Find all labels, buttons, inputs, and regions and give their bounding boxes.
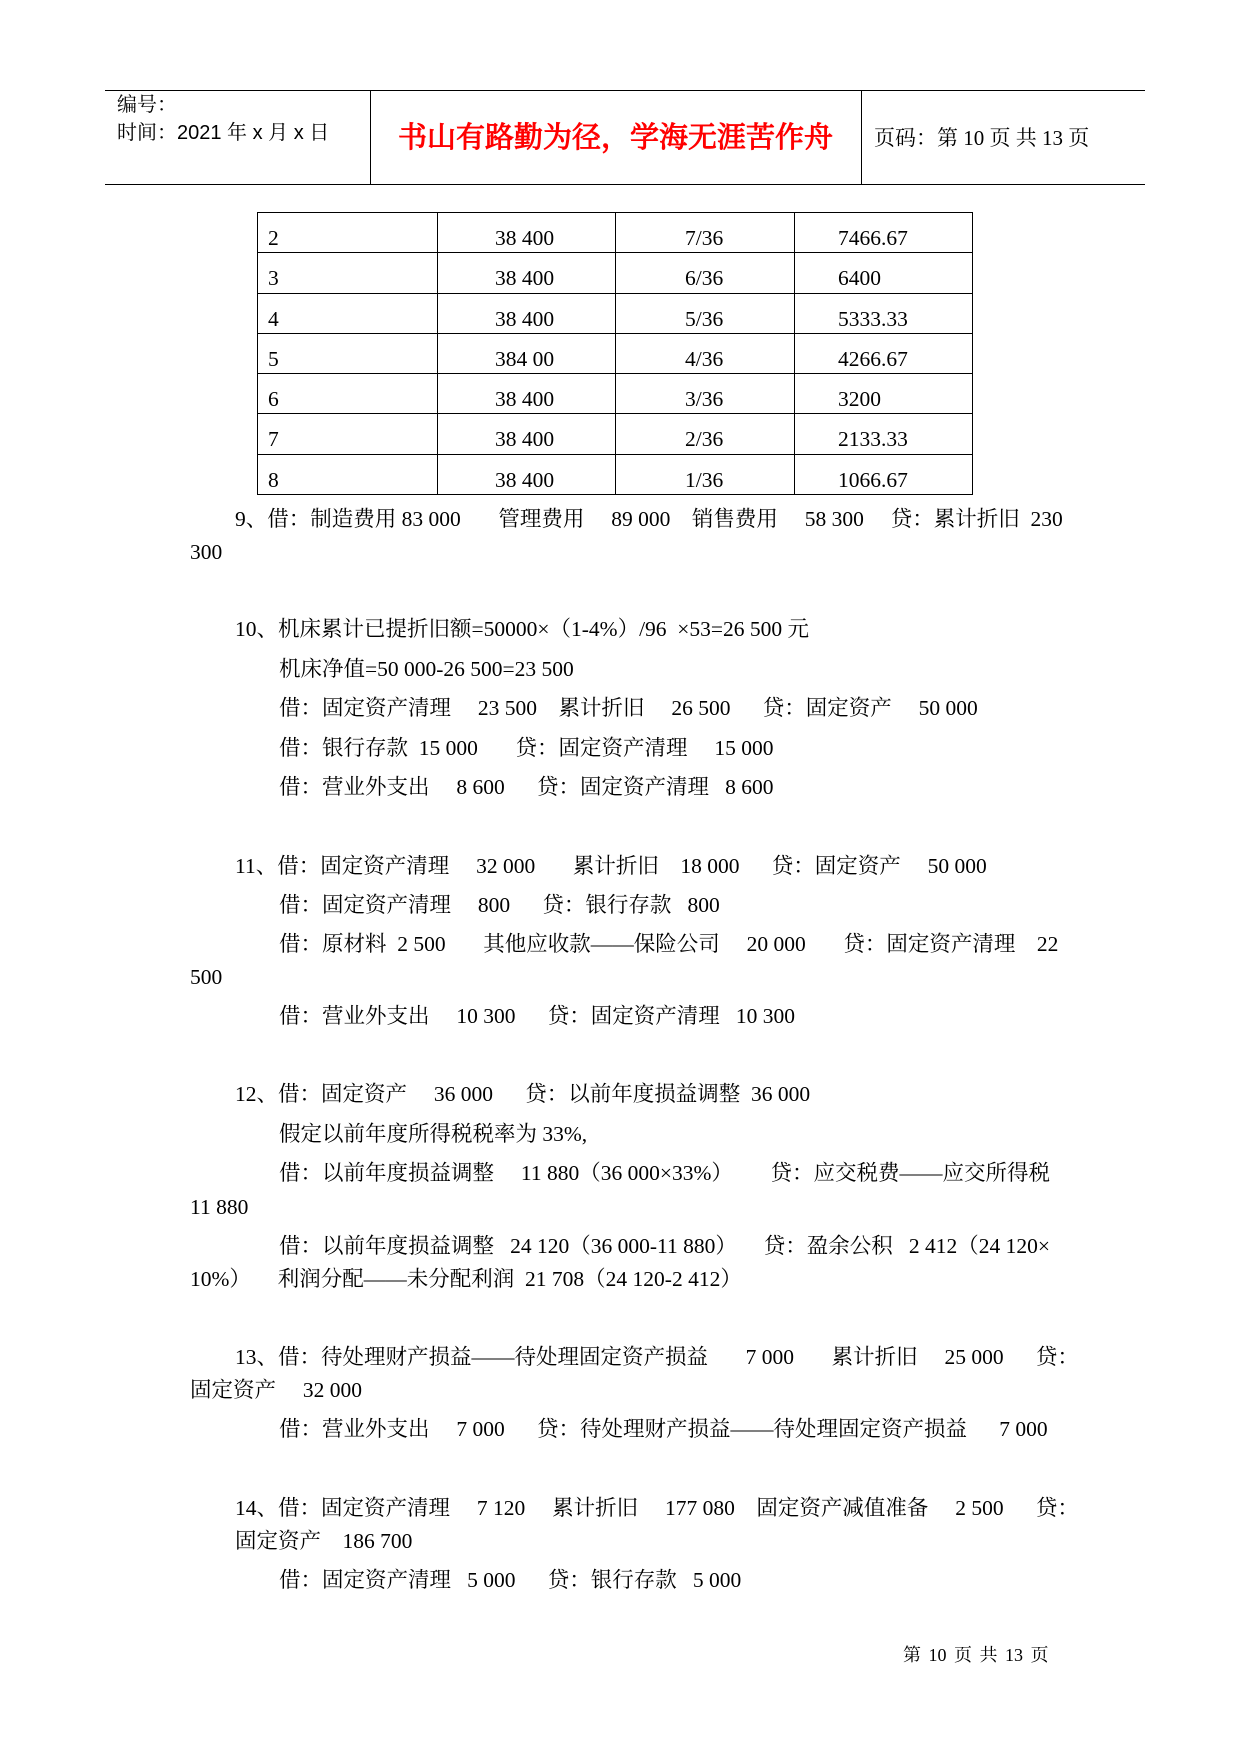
depreciation-table [257,212,973,495]
rate-cell: 1/36 [616,455,795,495]
base-amount-cell: 38 400 [438,455,616,495]
entry-line: 借：营业外支出 10 300 贷：固定资产清理 10 300 [279,1004,796,1028]
entry-line: 500 [190,965,223,989]
table-row [258,455,973,495]
table-row [258,294,973,334]
base-amount-cell: 38 400 [438,374,616,414]
entry-line: 借：固定资产清理 23 500 累计折旧 26 500 贷：固定资产 50 000 [279,696,978,720]
rate-cell: 2/36 [616,414,795,454]
entry-line: 14、借：固定资产清理 7 120 累计折旧 177 080 固定资产减值准备 2 500 贷： [235,1496,1079,1520]
year-cell: 4 [258,294,438,334]
entry-line: 12、借：固定资产 36 000 贷：以前年度损益调整 36 000 [235,1082,811,1106]
entry-line: 借：固定资产清理 800 贷：银行存款 800 [279,893,720,917]
header-rule-bottom [105,184,1145,185]
depreciation-cell: 5333.33 [795,294,973,334]
table-row [258,374,973,414]
table-row [258,334,973,374]
base-amount-cell: 384 00 [438,334,616,374]
rate-cell: 5/36 [616,294,795,334]
depreciation-cell: 6400 [795,253,973,293]
entry-line: 300 [190,540,223,564]
entry-line: 借：固定资产清理 5 000 贷：银行存款 5 000 [279,1568,742,1592]
entry-line: 借：营业外支出 7 000 贷：待处理财产损益——待处理固定资产损益 7 000 [279,1417,1048,1441]
entry-line: 借：营业外支出 8 600 贷：固定资产清理 8 600 [279,775,774,799]
rate-cell: 4/36 [616,334,795,374]
motto-text: 书山有路勤为径，学海无涯苦作舟 [397,122,833,154]
year-cell: 7 [258,414,438,454]
base-amount-cell: 38 400 [438,294,616,334]
document-date-label: 时间：2021 年 x 月 x 日 [117,122,330,144]
depreciation-cell: 7466.67 [795,213,973,253]
year-cell: 8 [258,455,438,495]
header-rule-top [105,90,1145,91]
year-cell: 3 [258,253,438,293]
page-indicator: 页码：第 10 页 共 13 页 [874,126,1090,150]
depreciation-cell: 1066.67 [795,455,973,495]
entry-line: 固定资产 186 700 [235,1529,413,1553]
base-amount-cell: 38 400 [438,213,616,253]
entry-line: 10、机床累计已提折旧额=50000×（1-4%）/96 ×53=26 500 元 [235,617,810,641]
entry-line: 假定以前年度所得税税率为 33%, [279,1122,588,1146]
depreciation-cell: 2133.33 [795,414,973,454]
year-cell: 6 [258,374,438,414]
entry-line: 机床净值=50 000-26 500=23 500 [279,657,574,681]
depreciation-cell: 3200 [795,374,973,414]
entry-line: 固定资产 32 000 [190,1378,363,1402]
base-amount-cell: 38 400 [438,253,616,293]
base-amount-cell: 38 400 [438,414,616,454]
entry-line: 借：以前年度损益调整 11 880（36 000×33%） 贷：应交税费——应交所得税 [279,1161,1050,1185]
entry-line: 9、借：制造费用 83 000 管理费用 89 000 销售费用 58 300 贷：累计折旧 230 [235,507,1063,531]
header-divider-right [861,90,862,184]
year-cell: 2 [258,213,438,253]
entry-line: 13、借：待处理财产损益——待处理固定资产损益 7 000 累计折旧 25 000 贷： [235,1345,1079,1369]
rate-cell: 3/36 [616,374,795,414]
entry-line: 借：银行存款 15 000 贷：固定资产清理 15 000 [279,736,774,760]
entry-line: 10%） 利润分配——未分配利润 21 708（24 120-2 412） [190,1267,742,1291]
entry-line: 借：以前年度损益调整 24 120（36 000-11 880） 贷：盈余公积 2 412（24 120× [279,1234,1050,1258]
depreciation-cell: 4266.67 [795,334,973,374]
rate-cell: 6/36 [616,253,795,293]
document-number-label: 编号： [117,94,177,116]
table-row [258,213,973,253]
entry-line: 11、借：固定资产清理 32 000 累计折旧 18 000 贷：固定资产 50 000 [235,854,987,878]
table-row [258,253,973,293]
entry-line: 11 880 [190,1195,249,1219]
footer-page-number: 第 10 页 共 13 页 [903,1645,1049,1665]
table-row [258,414,973,454]
year-cell: 5 [258,334,438,374]
rate-cell: 7/36 [616,213,795,253]
entry-line: 借：原材料 2 500 其他应收款——保险公司 20 000 贷：固定资产清理 22 [279,932,1059,956]
